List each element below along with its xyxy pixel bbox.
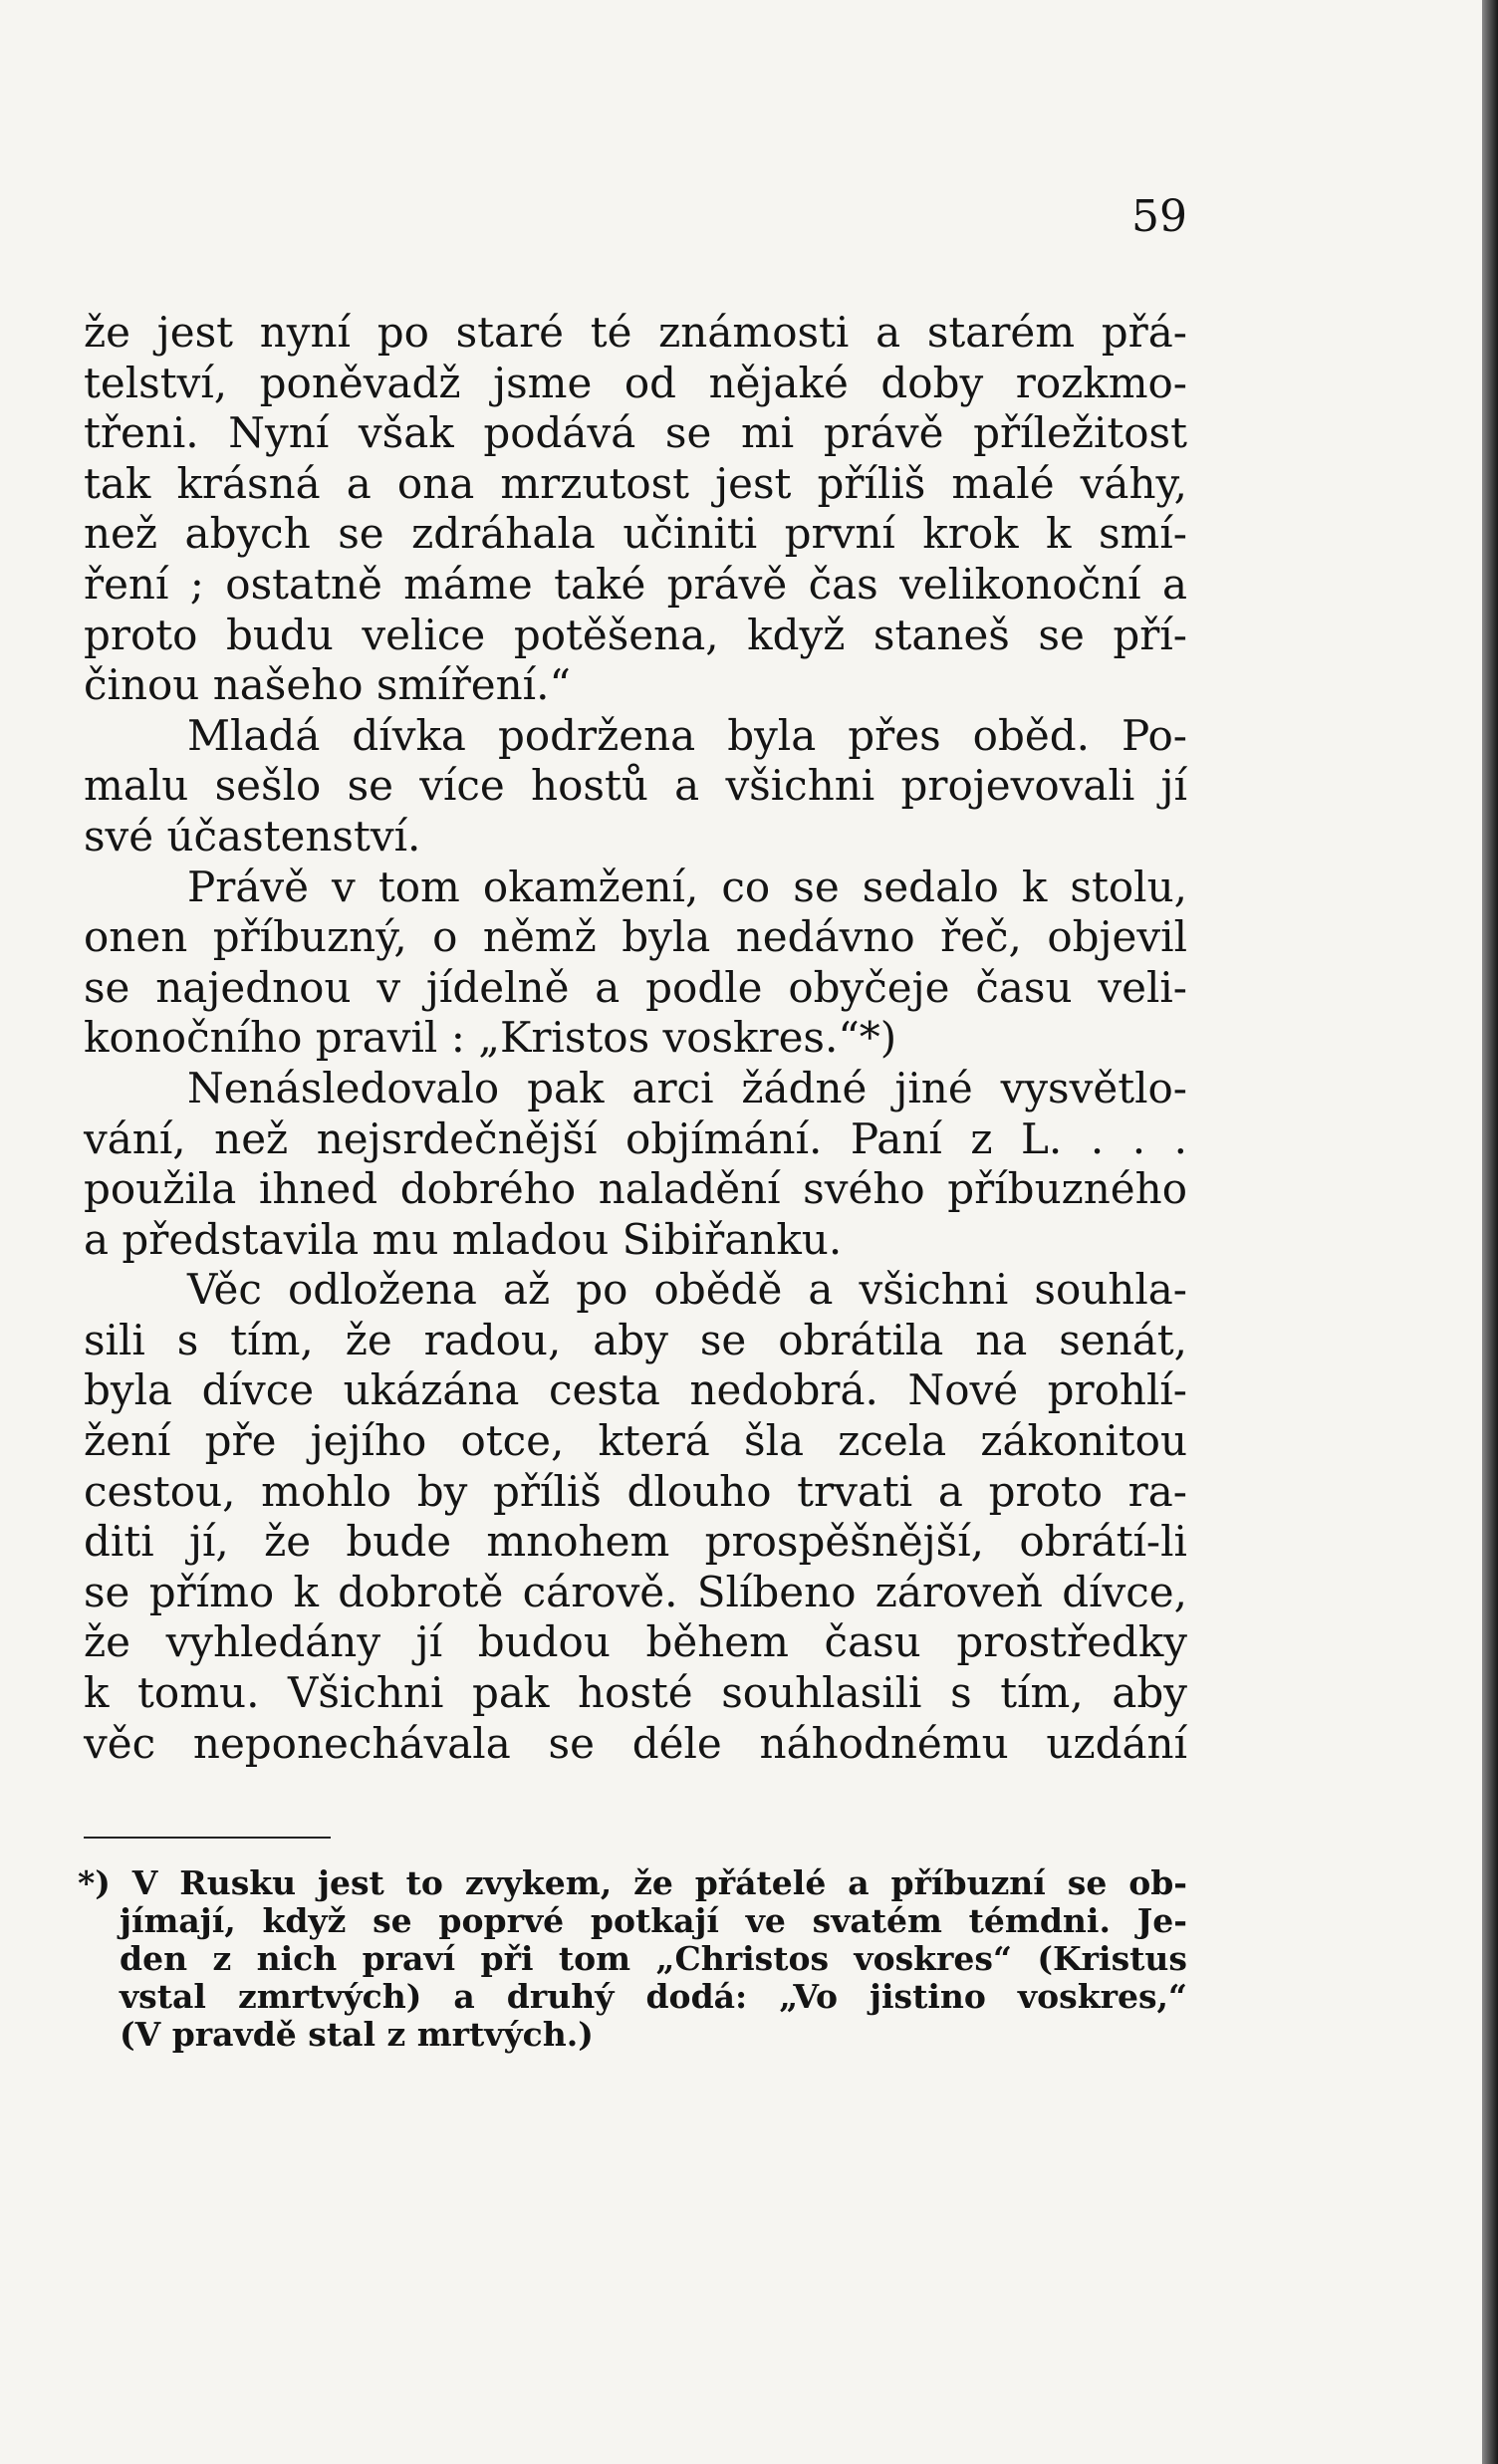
text-line: že vyhledány jí budou během času prostředky — [84, 1617, 1187, 1667]
text-line: než abych se zdráhala učiniti první krok k smí- — [84, 509, 1187, 559]
text-line: Mladá dívka podržena byla přes oběd. Po- — [187, 710, 1187, 760]
text-line: věc neponechávala se déle náhodnému uzdání — [84, 1718, 1187, 1768]
text-line: vání, než nejsrdečnější objímání. Paní z L. . . . — [84, 1113, 1187, 1163]
text-line: proto budu velice potěšena, když staneš se pří- — [84, 610, 1187, 659]
text-line: Nenásledovalo pak arci žádné jiné vysvětlo- — [187, 1063, 1187, 1112]
text-line: konočního pravil : „Kristos voskres.“*) — [84, 1013, 897, 1063]
text-line: třeni. Nyní však podává se mi právě příležitost — [84, 408, 1187, 458]
text-line: žení pře jejího otce, která šla zcela zákonitou — [84, 1416, 1187, 1466]
text-line: k tomu. Všichni pak hosté souhlasili s tím, aby — [84, 1668, 1187, 1718]
text-line: že jest nyní po staré té známosti a starém přá- — [84, 308, 1187, 357]
text-line: Právě v tom okamžení, co se sedalo k stolu, — [187, 862, 1187, 911]
text-line: byla dívce ukázána cesta nedobrá. Nové prohlí- — [84, 1365, 1187, 1415]
text-line: sili s tím, že radou, aby se obrátila na senát, — [84, 1315, 1187, 1364]
footnote-line: (V pravdě stal z mrtvých.) — [120, 2015, 594, 2054]
text-line: onen příbuzný, o němž byla nedávno řeč, objevil — [84, 912, 1187, 962]
text-line: činou našeho smíření.“ — [84, 660, 571, 710]
page-number: 59 — [1131, 191, 1187, 242]
footnote-line: jímají, když se poprvé potkají ve svatém témdni. Je- — [120, 1901, 1187, 1940]
text-line: ření ; ostatně máme také právě čas velikonoční a — [84, 559, 1187, 609]
body-text — [84, 308, 1187, 1769]
text-line: se přímo k dobrotě cárově. Slíbeno zároveň dívce, — [84, 1567, 1187, 1616]
text-line: použila ihned dobrého naladění svého příbuzného — [84, 1164, 1187, 1214]
text-line: své účastenství. — [84, 811, 421, 861]
text-line: Věc odložena až po obědě a všichni souhla- — [187, 1265, 1187, 1315]
footnote — [78, 1863, 1187, 2054]
footnote-line: vstal zmrtvých) a druhý dodá: „Vo jistino voskres,“ — [120, 1977, 1187, 2016]
page-edge-shadow — [1482, 0, 1498, 2464]
text-line: a představila mu mladou Sibiřanku. — [84, 1214, 843, 1264]
text-line: telství, poněvadž jsme od nějaké doby rozkmo- — [84, 358, 1187, 407]
footnote-line: den z nich praví při tom „Christos voskres“ (Kristus — [120, 1939, 1187, 1978]
text-line: cestou, mohlo by příliš dlouho trvati a proto ra- — [84, 1466, 1187, 1516]
text-line: diti jí, že bude mnohem prospěšnější, obrátí-li — [84, 1517, 1187, 1567]
text-line: se najednou v jídelně a podle obyčeje času veli- — [84, 962, 1187, 1012]
text-line: tak krásná a ona mrzutost jest příliš malé váhy, — [84, 458, 1187, 508]
footnote-line: *) V Rusku jest to zvykem, že přátelé a příbuzní se ob- — [78, 1863, 1187, 1902]
footnote-rule — [84, 1837, 331, 1839]
text-line: malu sešlo se více hostů a všichni projevovali jí — [84, 761, 1187, 811]
